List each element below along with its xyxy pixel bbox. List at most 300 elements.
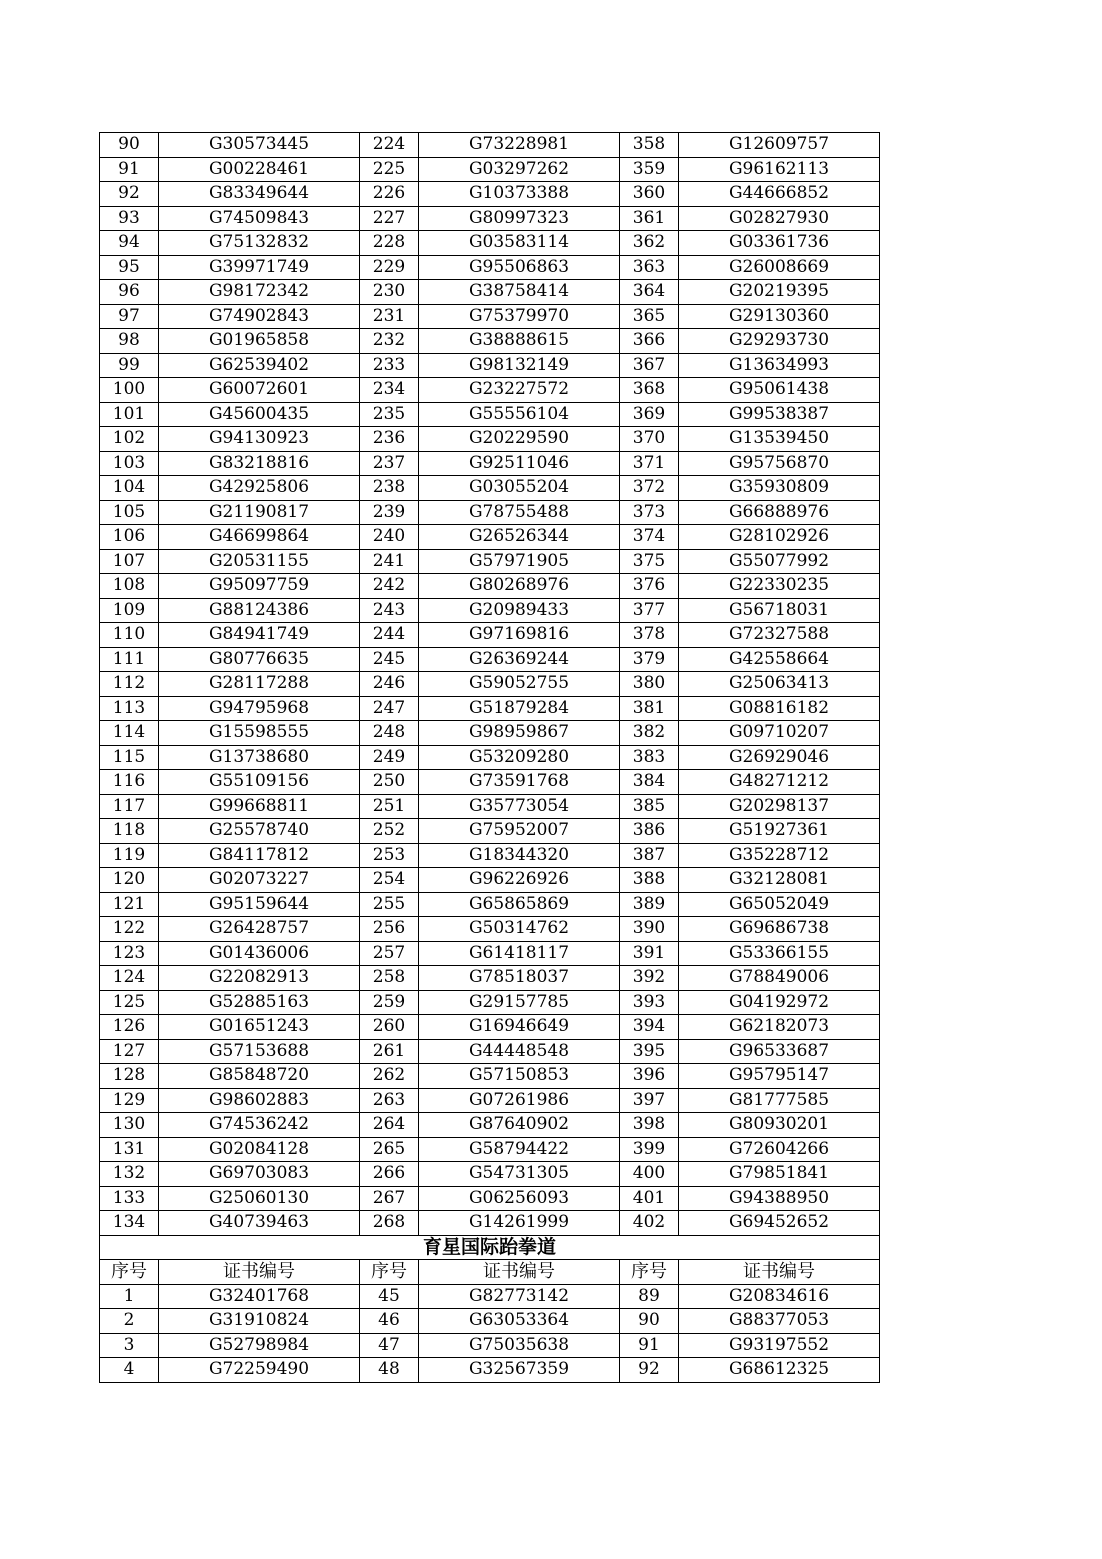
certificate-number-cell: G46699864 [159,525,360,550]
table-row [100,1186,880,1211]
serial-number-cell: 237 [360,451,419,476]
table-row [100,917,880,942]
certificate-number-cell: G57971905 [419,549,620,574]
certificate-number-cell: G38758414 [419,280,620,305]
serial-number-cell: 253 [360,843,419,868]
table-row [100,598,880,623]
serial-number-cell: 45 [360,1284,419,1309]
table-row [100,1162,880,1187]
serial-number-cell: 248 [360,721,419,746]
certificate-number-cell: G20531155 [159,549,360,574]
table-row [100,966,880,991]
table-row [100,868,880,893]
serial-number-cell: 372 [620,476,679,501]
table-row [100,721,880,746]
certificate-number-cell: G53366155 [679,941,880,966]
certificate-number-cell: G95506863 [419,255,620,280]
serial-number-cell: 99 [100,353,159,378]
certificate-number-cell: G02073227 [159,868,360,893]
certificate-number-cell: G23227572 [419,378,620,403]
certificate-number-cell: G62182073 [679,1015,880,1040]
serial-number-cell: 240 [360,525,419,550]
certificate-number-cell: G22082913 [159,966,360,991]
certificate-number-cell: G73228981 [419,133,620,158]
certificate-number-cell: G01965858 [159,329,360,354]
certificate-number-cell: G51879284 [419,696,620,721]
certificate-number-cell: G94388950 [679,1186,880,1211]
serial-number-cell: 4 [100,1358,159,1383]
certificate-number-cell: G57150853 [419,1064,620,1089]
serial-number-cell: 369 [620,402,679,427]
certificate-number-cell: G95159644 [159,892,360,917]
serial-number-cell: 365 [620,304,679,329]
certificate-number-cell: G66888976 [679,500,880,525]
certificate-number-cell: G83218816 [159,451,360,476]
table-row [100,892,880,917]
serial-number-cell: 243 [360,598,419,623]
serial-number-cell: 224 [360,133,419,158]
serial-number-cell: 107 [100,549,159,574]
serial-number-cell: 1 [100,1284,159,1309]
header-serial-number: 序号 [100,1260,159,1285]
table-row [100,1039,880,1064]
table-row [100,206,880,231]
certificate-number-cell: G20298137 [679,794,880,819]
table-row [100,402,880,427]
serial-number-cell: 48 [360,1358,419,1383]
section-title-row [100,1235,880,1260]
table-row [100,1015,880,1040]
certificate-number-cell: G78755488 [419,500,620,525]
section-header-block [100,1235,880,1284]
table-row [100,941,880,966]
certificate-number-cell: G52798984 [159,1333,360,1358]
certificate-number-cell: G98132149 [419,353,620,378]
certificate-number-cell: G15598555 [159,721,360,746]
certificate-number-cell: G02827930 [679,206,880,231]
serial-number-cell: 239 [360,500,419,525]
certificate-number-cell: G78849006 [679,966,880,991]
certificate-number-cell: G14261999 [419,1211,620,1236]
certificate-number-cell: G12609757 [679,133,880,158]
serial-number-cell: 232 [360,329,419,354]
serial-number-cell: 123 [100,941,159,966]
table-row [100,304,880,329]
certificate-number-cell: G35228712 [679,843,880,868]
serial-number-cell: 373 [620,500,679,525]
serial-number-cell: 235 [360,402,419,427]
table-row [100,549,880,574]
table-row [100,647,880,672]
certificate-number-cell: G95756870 [679,451,880,476]
serial-number-cell: 89 [620,1284,679,1309]
serial-number-cell: 399 [620,1137,679,1162]
table-row [100,843,880,868]
certificate-number-cell: G08816182 [679,696,880,721]
certificate-number-cell: G69686738 [679,917,880,942]
certificate-number-cell: G92511046 [419,451,620,476]
serial-number-cell: 259 [360,990,419,1015]
serial-number-cell: 90 [100,133,159,158]
table-body-continued [100,133,880,1236]
certificate-number-cell: G03297262 [419,157,620,182]
serial-number-cell: 97 [100,304,159,329]
serial-number-cell: 108 [100,574,159,599]
serial-number-cell: 265 [360,1137,419,1162]
certificate-number-cell: G55077992 [679,549,880,574]
serial-number-cell: 132 [100,1162,159,1187]
certificate-number-cell: G55556104 [419,402,620,427]
table-row [100,182,880,207]
certificate-number-cell: G51927361 [679,819,880,844]
serial-number-cell: 236 [360,427,419,452]
certificate-number-cell: G88124386 [159,598,360,623]
certificate-number-cell: G22330235 [679,574,880,599]
certificate-number-cell: G88377053 [679,1309,880,1334]
table-row [100,794,880,819]
serial-number-cell: 117 [100,794,159,819]
serial-number-cell: 229 [360,255,419,280]
serial-number-cell: 242 [360,574,419,599]
serial-number-cell: 129 [100,1088,159,1113]
certificate-number-cell: G28102926 [679,525,880,550]
table-row [100,672,880,697]
serial-number-cell: 383 [620,745,679,770]
table-row [100,1211,880,1236]
serial-number-cell: 263 [360,1088,419,1113]
serial-number-cell: 119 [100,843,159,868]
certificate-number-cell: G96162113 [679,157,880,182]
certificate-number-cell: G38888615 [419,329,620,354]
certificate-number-cell: G63053364 [419,1309,620,1334]
serial-number-cell: 371 [620,451,679,476]
section-body [100,1284,880,1382]
serial-number-cell: 260 [360,1015,419,1040]
certificate-number-cell: G04192972 [679,990,880,1015]
serial-number-cell: 124 [100,966,159,991]
certificate-number-cell: G75379970 [419,304,620,329]
serial-number-cell: 225 [360,157,419,182]
certificate-number-cell: G25578740 [159,819,360,844]
table-row [100,353,880,378]
table-row [100,378,880,403]
table-row [100,157,880,182]
certificate-number-cell: G39971749 [159,255,360,280]
certificate-number-cell: G53209280 [419,745,620,770]
certificate-number-cell: G25063413 [679,672,880,697]
serial-number-cell: 230 [360,280,419,305]
serial-number-cell: 392 [620,966,679,991]
serial-number-cell: 98 [100,329,159,354]
serial-number-cell: 387 [620,843,679,868]
certificate-number-cell: G35773054 [419,794,620,819]
certificate-number-cell: G73591768 [419,770,620,795]
certificate-number-cell: G44448548 [419,1039,620,1064]
column-header-row [100,1260,880,1285]
serial-number-cell: 402 [620,1211,679,1236]
certificate-number-cell: G80930201 [679,1113,880,1138]
serial-number-cell: 364 [620,280,679,305]
serial-number-cell: 390 [620,917,679,942]
certificate-number-cell: G29157785 [419,990,620,1015]
certificate-number-cell: G42925806 [159,476,360,501]
certificate-number-cell: G99668811 [159,794,360,819]
serial-number-cell: 90 [620,1309,679,1334]
serial-number-cell: 92 [100,182,159,207]
serial-number-cell: 228 [360,231,419,256]
serial-number-cell: 231 [360,304,419,329]
serial-number-cell: 252 [360,819,419,844]
certificate-number-cell: G16946649 [419,1015,620,1040]
certificate-number-cell: G72259490 [159,1358,360,1383]
header-serial-number: 序号 [620,1260,679,1285]
serial-number-cell: 125 [100,990,159,1015]
certificate-number-cell: G01436006 [159,941,360,966]
serial-number-cell: 113 [100,696,159,721]
certificate-number-cell: G13539450 [679,427,880,452]
certificate-number-cell: G44666852 [679,182,880,207]
serial-number-cell: 133 [100,1186,159,1211]
certificate-number-cell: G65865869 [419,892,620,917]
serial-number-cell: 388 [620,868,679,893]
certificate-number-cell: G52885163 [159,990,360,1015]
serial-number-cell: 363 [620,255,679,280]
certificate-number-cell: G79851841 [679,1162,880,1187]
serial-number-cell: 234 [360,378,419,403]
serial-number-cell: 233 [360,353,419,378]
serial-number-cell: 250 [360,770,419,795]
serial-number-cell: 111 [100,647,159,672]
certificate-number-cell: G60072601 [159,378,360,403]
certificate-number-cell: G20989433 [419,598,620,623]
serial-number-cell: 262 [360,1064,419,1089]
table-row [100,745,880,770]
certificate-number-cell: G75952007 [419,819,620,844]
serial-number-cell: 114 [100,721,159,746]
certificate-number-cell: G03361736 [679,231,880,256]
certificate-number-cell: G87640902 [419,1113,620,1138]
serial-number-cell: 267 [360,1186,419,1211]
table-row [100,133,880,158]
serial-number-cell: 2 [100,1309,159,1334]
serial-number-cell: 255 [360,892,419,917]
table-row [100,231,880,256]
certificate-number-cell: G31910824 [159,1309,360,1334]
certificate-number-cell: G03583114 [419,231,620,256]
serial-number-cell: 376 [620,574,679,599]
certificate-number-cell: G61418117 [419,941,620,966]
certificate-number-cell: G74902843 [159,304,360,329]
table-row [100,696,880,721]
certificate-number-cell: G81777585 [679,1088,880,1113]
certificate-number-cell: G98959867 [419,721,620,746]
certificate-number-cell: G99538387 [679,402,880,427]
serial-number-cell: 391 [620,941,679,966]
serial-number-cell: 46 [360,1309,419,1334]
certificate-number-cell: G98172342 [159,280,360,305]
serial-number-cell: 398 [620,1113,679,1138]
certificate-number-cell: G80776635 [159,647,360,672]
serial-number-cell: 380 [620,672,679,697]
serial-number-cell: 359 [620,157,679,182]
table-row [100,574,880,599]
serial-number-cell: 389 [620,892,679,917]
section-title: 育星国际跆拳道 [100,1235,880,1260]
header-serial-number: 序号 [360,1260,419,1285]
serial-number-cell: 368 [620,378,679,403]
serial-number-cell: 105 [100,500,159,525]
certificate-number-cell: G72604266 [679,1137,880,1162]
table-row [100,819,880,844]
table-row [100,623,880,648]
serial-number-cell: 121 [100,892,159,917]
serial-number-cell: 120 [100,868,159,893]
certificate-number-cell: G93197552 [679,1333,880,1358]
serial-number-cell: 385 [620,794,679,819]
certificate-number-cell: G84117812 [159,843,360,868]
table-row [100,1284,880,1309]
serial-number-cell: 379 [620,647,679,672]
certificate-number-cell: G25060130 [159,1186,360,1211]
certificate-number-cell: G32128081 [679,868,880,893]
certificate-number-cell: G28117288 [159,672,360,697]
certificate-number-cell: G10373388 [419,182,620,207]
certificate-number-cell: G21190817 [159,500,360,525]
certificate-number-cell: G74536242 [159,1113,360,1138]
certificate-number-cell: G85848720 [159,1064,360,1089]
certificate-number-cell: G95795147 [679,1064,880,1089]
header-certificate-number: 证书编号 [419,1260,620,1285]
serial-number-cell: 370 [620,427,679,452]
serial-number-cell: 116 [100,770,159,795]
table-row [100,1309,880,1334]
header-certificate-number: 证书编号 [159,1260,360,1285]
certificate-number-cell: G32401768 [159,1284,360,1309]
serial-number-cell: 244 [360,623,419,648]
table-row [100,1113,880,1138]
serial-number-cell: 268 [360,1211,419,1236]
serial-number-cell: 386 [620,819,679,844]
certificate-number-cell: G55109156 [159,770,360,795]
certificate-number-cell: G01651243 [159,1015,360,1040]
serial-number-cell: 396 [620,1064,679,1089]
serial-number-cell: 238 [360,476,419,501]
serial-number-cell: 109 [100,598,159,623]
serial-number-cell: 3 [100,1333,159,1358]
serial-number-cell: 103 [100,451,159,476]
table-row [100,1333,880,1358]
table-row [100,255,880,280]
certificate-number-cell: G57153688 [159,1039,360,1064]
serial-number-cell: 261 [360,1039,419,1064]
serial-number-cell: 91 [620,1333,679,1358]
serial-number-cell: 115 [100,745,159,770]
certificate-number-cell: G03055204 [419,476,620,501]
certificate-number-cell: G78518037 [419,966,620,991]
table-row [100,1358,880,1383]
certificate-number-cell: G72327588 [679,623,880,648]
certificate-number-cell: G69452652 [679,1211,880,1236]
certificate-number-cell: G13738680 [159,745,360,770]
certificate-number-cell: G80997323 [419,206,620,231]
certificate-number-cell: G26008669 [679,255,880,280]
serial-number-cell: 93 [100,206,159,231]
serial-number-cell: 249 [360,745,419,770]
serial-number-cell: 361 [620,206,679,231]
table-row [100,500,880,525]
certificate-number-cell: G30573445 [159,133,360,158]
serial-number-cell: 266 [360,1162,419,1187]
certificate-number-cell: G75035638 [419,1333,620,1358]
table-row [100,280,880,305]
serial-number-cell: 130 [100,1113,159,1138]
certificate-number-cell: G32567359 [419,1358,620,1383]
certificate-number-cell: G26369244 [419,647,620,672]
certificate-number-cell: G80268976 [419,574,620,599]
certificate-number-cell: G26526344 [419,525,620,550]
serial-number-cell: 134 [100,1211,159,1236]
serial-number-cell: 245 [360,647,419,672]
serial-number-cell: 94 [100,231,159,256]
certificate-number-cell: G58794422 [419,1137,620,1162]
serial-number-cell: 264 [360,1113,419,1138]
certificate-number-cell: G00228461 [159,157,360,182]
serial-number-cell: 397 [620,1088,679,1113]
serial-number-cell: 254 [360,868,419,893]
certificate-number-cell: G13634993 [679,353,880,378]
serial-number-cell: 394 [620,1015,679,1040]
certificate-table [99,132,880,1383]
serial-number-cell: 401 [620,1186,679,1211]
serial-number-cell: 102 [100,427,159,452]
certificate-number-cell: G29293730 [679,329,880,354]
table-row [100,1064,880,1089]
certificate-number-cell: G83349644 [159,182,360,207]
certificate-number-cell: G95061438 [679,378,880,403]
serial-number-cell: 47 [360,1333,419,1358]
certificate-number-cell: G54731305 [419,1162,620,1187]
certificate-number-cell: G74509843 [159,206,360,231]
certificate-number-cell: G62539402 [159,353,360,378]
table-row [100,990,880,1015]
certificate-number-cell: G98602883 [159,1088,360,1113]
serial-number-cell: 95 [100,255,159,280]
serial-number-cell: 101 [100,402,159,427]
certificate-number-cell: G45600435 [159,402,360,427]
certificate-number-cell: G35930809 [679,476,880,501]
serial-number-cell: 92 [620,1358,679,1383]
certificate-number-cell: G56718031 [679,598,880,623]
serial-number-cell: 118 [100,819,159,844]
serial-number-cell: 360 [620,182,679,207]
certificate-number-cell: G95097759 [159,574,360,599]
serial-number-cell: 362 [620,231,679,256]
serial-number-cell: 384 [620,770,679,795]
certificate-number-cell: G94795968 [159,696,360,721]
serial-number-cell: 358 [620,133,679,158]
serial-number-cell: 374 [620,525,679,550]
certificate-number-cell: G40739463 [159,1211,360,1236]
serial-number-cell: 96 [100,280,159,305]
serial-number-cell: 127 [100,1039,159,1064]
table-row [100,476,880,501]
table-row [100,1088,880,1113]
table-row [100,329,880,354]
serial-number-cell: 247 [360,696,419,721]
table-row [100,427,880,452]
certificate-number-cell: G65052049 [679,892,880,917]
certificate-number-cell: G48271212 [679,770,880,795]
